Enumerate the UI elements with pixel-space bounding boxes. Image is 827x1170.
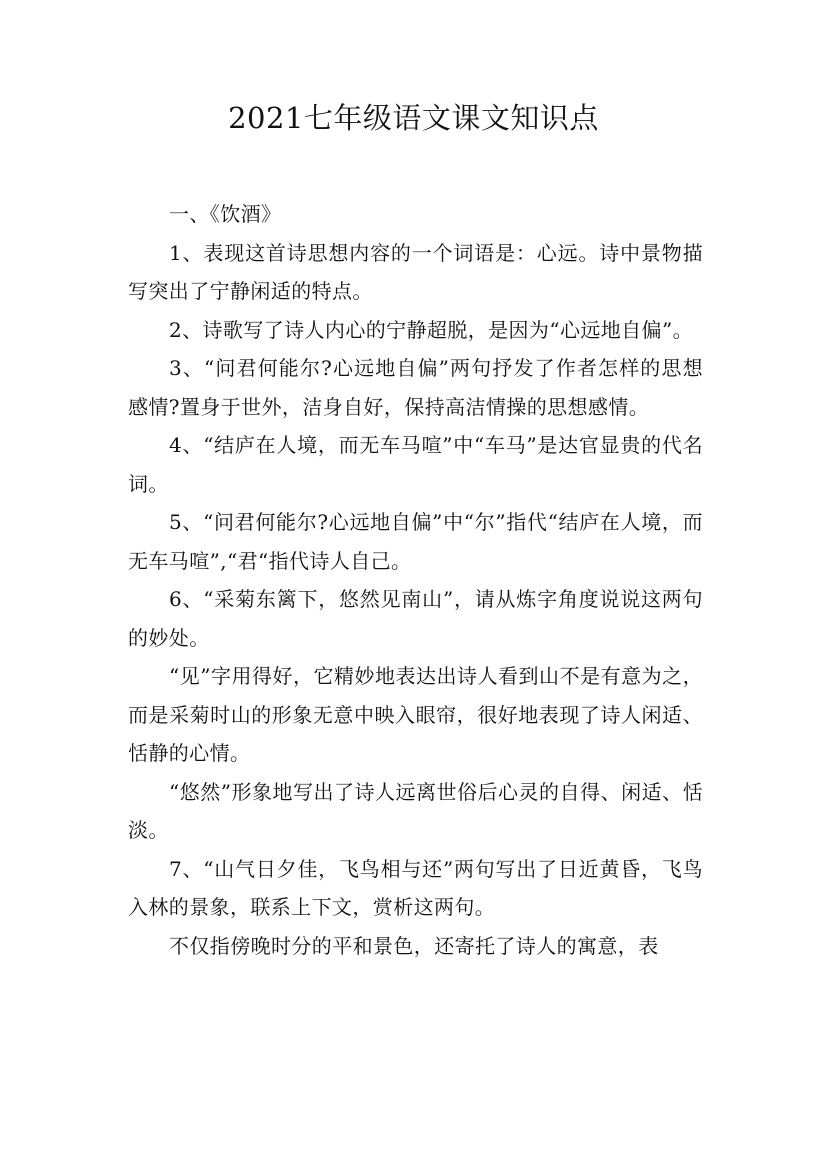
section-heading: 一、《饮酒》: [169, 202, 282, 226]
paragraph: “见”字用得好，它精妙地表达出诗人看到山不是有意为之，而是采菊时山的形象无意中映入眼帘，很好地表现了诗人闲适、恬静的心情。: [128, 664, 703, 765]
paragraph: 2、诗歌写了诗人内心的宁静超脱，是因为“心远地自偏”。: [169, 317, 693, 342]
document-title: 2021七年级语文课文知识点: [228, 101, 599, 135]
paragraph: 4、“结庐在人境，而无车马喧”中“车马”是达官显贵的代名词。: [128, 433, 703, 496]
paragraph: 7、“山气日夕佳，飞鸟相与还”两句写出了日近黄昏，飞鸟入林的景象，联系上下文，赏析这两句。: [128, 856, 703, 919]
paragraph: “悠然”形象地写出了诗人远离世俗后心灵的自得、闲适、恬淡。: [128, 779, 703, 842]
paragraph: 3、“问君何能尔?心远地自偏”两句抒发了作者怎样的思想感情?置身于世外，洁身自好，保持高洁情操的思想感情。: [128, 356, 703, 419]
paragraph: 不仅指傍晚时分的平和景色，还寄托了诗人的寓意，表: [169, 933, 659, 958]
paragraph: 1、表现这首诗思想内容的一个词语是：心远。诗中景物描写突出了宁静闲适的特点。: [128, 240, 703, 303]
paragraph: 6、“采菊东篱下，悠然见南山”，请从炼字角度说说这两句的妙处。: [128, 587, 703, 650]
document-body: [128, 195, 703, 965]
paragraph: 5、“问君何能尔?心远地自偏”中“尔”指代“结庐在人境，而无车马喧”,“君“指代诗人自己。: [128, 510, 703, 573]
